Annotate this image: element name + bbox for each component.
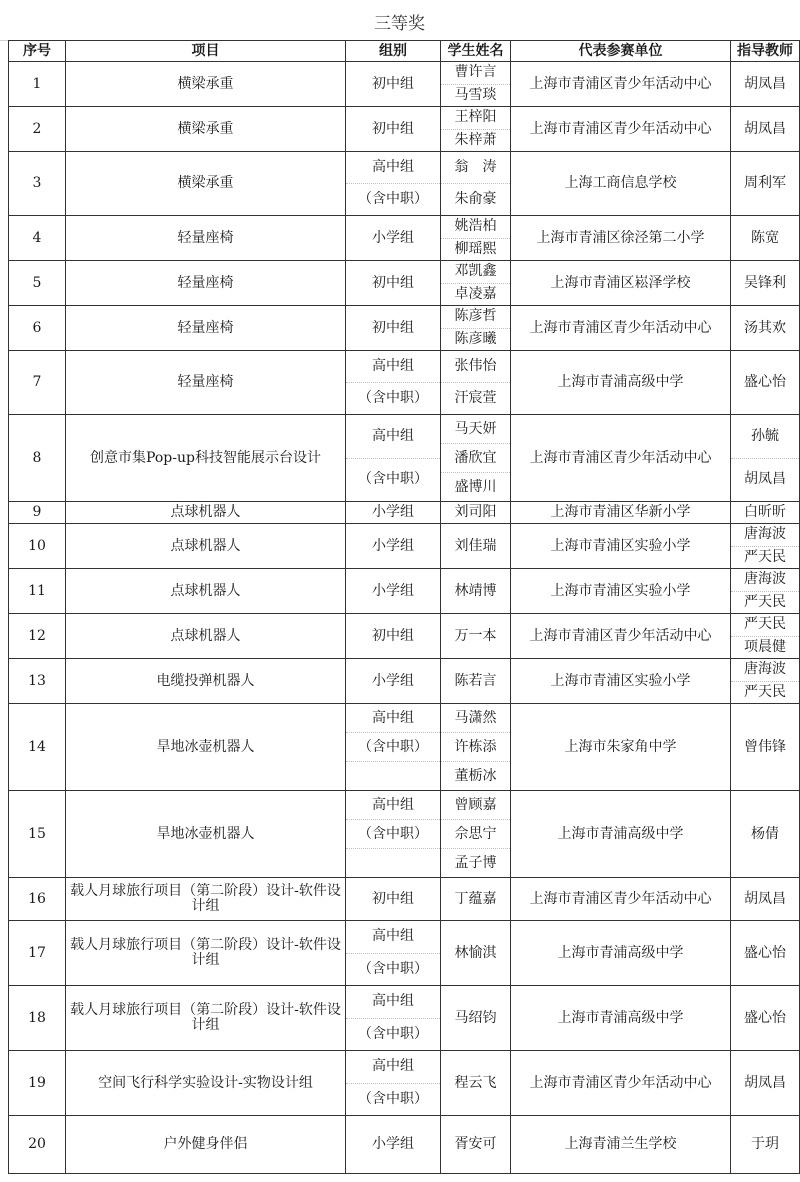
cell-text: 林靖博 (454, 582, 497, 599)
cell-text: 初中组 (372, 627, 414, 644)
cell-teacher (731, 107, 800, 152)
award-table (8, 40, 800, 1174)
cell-project: 点球机器人 (66, 524, 346, 569)
table-row (9, 986, 800, 1051)
cell-no: 6 (9, 306, 66, 351)
cell-group (346, 1051, 441, 1116)
table-row (9, 216, 800, 261)
cell-group (346, 306, 441, 351)
cell-students (441, 351, 511, 415)
cell-group (346, 659, 441, 704)
cell-text: 盛心怡 (744, 944, 786, 961)
cell-project: 轻量座椅 (66, 351, 346, 415)
cell-no: 10 (9, 524, 66, 569)
cell-unit: 上海市青浦区徐泾第二小学 (511, 216, 731, 261)
cell-no: 15 (9, 791, 66, 878)
cell-text: 林愉淇 (454, 944, 497, 961)
cell-unit: 上海市青浦区青少年活动中心 (511, 107, 731, 152)
cell-unit: 上海市青浦区青少年活动中心 (511, 62, 731, 107)
cell-text: 马绍钧 (454, 1009, 497, 1026)
cell-no: 20 (9, 1116, 66, 1174)
table-row (9, 415, 800, 502)
cell-text: 初中组 (372, 890, 414, 907)
cell-project: 轻量座椅 (66, 216, 346, 261)
cell-text: 程云飞 (454, 1074, 497, 1091)
cell-teacher (731, 569, 800, 614)
cell-students (441, 921, 511, 986)
cell-project: 旱地冰壶机器人 (66, 791, 346, 878)
cell-line: 姚浩柏 (454, 218, 497, 235)
cell-no: 17 (9, 921, 66, 986)
cell-group (346, 1116, 441, 1174)
table-row (9, 524, 800, 569)
cell-group (346, 216, 441, 261)
cell-unit: 上海市青浦区崧泽学校 (511, 261, 731, 306)
cell-line: 唐海波 (744, 526, 786, 543)
cell-project: 点球机器人 (66, 569, 346, 614)
cell-unit: 上海市青浦高级中学 (511, 986, 731, 1051)
cell-students (441, 524, 511, 569)
cell-teacher (731, 306, 800, 351)
cell-text: 小学组 (372, 1136, 414, 1152)
cell-students (441, 1051, 511, 1116)
cell-line: 高中组 (372, 427, 414, 444)
table-row (9, 704, 800, 791)
cell-line: 陈彦哲 (454, 308, 497, 325)
cell-text: 小学组 (372, 537, 414, 554)
cell-text: 万一本 (454, 627, 497, 644)
cell-line: 高中组 (372, 796, 414, 813)
cell-group (346, 261, 441, 306)
cell-line: 胡凤昌 (731, 458, 799, 502)
cell-text: 初中组 (372, 274, 414, 291)
cell-project: 载人月球旅行项目（第二阶段）设计-软件设计组 (66, 878, 346, 921)
cell-teacher (731, 152, 800, 216)
cell-line: 项晨健 (731, 636, 799, 659)
cell-no: 7 (9, 351, 66, 415)
cell-text: 初中组 (372, 75, 414, 92)
cell-text: 初中组 (372, 319, 414, 336)
cell-text: 小学组 (372, 672, 414, 689)
cell-teacher (731, 261, 800, 306)
table-row (9, 152, 800, 216)
table-row (9, 351, 800, 415)
cell-line: 董栃冰 (441, 761, 510, 790)
cell-teacher (731, 502, 800, 524)
cell-line: （含中职） (346, 1083, 440, 1116)
cell-group (346, 921, 441, 986)
cell-group (346, 614, 441, 659)
cell-students (441, 614, 511, 659)
table-row (9, 878, 800, 921)
table-row (9, 921, 800, 986)
cell-group (346, 152, 441, 216)
cell-no: 4 (9, 216, 66, 261)
cell-line: 严天民 (731, 591, 799, 614)
col-teacher: 指导教师 (731, 41, 800, 62)
cell-line: 柳瑶熙 (441, 238, 510, 261)
cell-project: 户外健身伴侣 (66, 1116, 346, 1174)
cell-group (346, 415, 441, 502)
cell-students (441, 62, 511, 107)
cell-no: 1 (9, 62, 66, 107)
cell-text: 胡凤昌 (744, 120, 786, 137)
cell-unit: 上海市青浦区青少年活动中心 (511, 614, 731, 659)
cell-text: 杨倩 (751, 825, 779, 842)
cell-text: 陈宽 (751, 229, 779, 246)
cell-project: 点球机器人 (66, 614, 346, 659)
table-row (9, 659, 800, 704)
cell-group (346, 351, 441, 415)
cell-group (346, 704, 441, 791)
cell-students (441, 704, 511, 791)
cell-line: 朱俞豪 (441, 183, 510, 215)
cell-teacher (731, 986, 800, 1051)
cell-text: 初中组 (372, 120, 414, 137)
cell-students (441, 791, 511, 878)
cell-line: 卓凌嘉 (441, 283, 510, 306)
cell-teacher (731, 878, 800, 921)
cell-students (441, 986, 511, 1051)
col-unit: 代表参赛单位 (511, 41, 731, 62)
table-row (9, 261, 800, 306)
cell-line: 张伟怡 (454, 358, 497, 374)
cell-unit: 上海市青浦高级中学 (511, 791, 731, 878)
cell-students (441, 1116, 511, 1174)
cell-text: 小学组 (372, 582, 414, 599)
cell-group (346, 502, 441, 524)
cell-students (441, 261, 511, 306)
cell-unit: 上海市青浦区实验小学 (511, 569, 731, 614)
cell-text: 小学组 (372, 504, 414, 520)
cell-group (346, 107, 441, 152)
cell-text: 汤其欢 (744, 319, 786, 336)
cell-no: 9 (9, 502, 66, 524)
cell-line: 翁 涛 (454, 159, 497, 175)
cell-unit: 上海市青浦区青少年活动中心 (511, 1051, 731, 1116)
cell-line: 陈彦曦 (441, 328, 510, 351)
cell-line: 高中组 (372, 993, 414, 1010)
cell-students (441, 306, 511, 351)
cell-project: 载人月球旅行项目（第二阶段）设计-软件设计组 (66, 986, 346, 1051)
cell-line: 高中组 (372, 1058, 414, 1075)
cell-group (346, 791, 441, 878)
cell-text: 丁蕴嘉 (454, 890, 497, 907)
table-row (9, 62, 800, 107)
col-no: 序号 (9, 41, 66, 62)
cell-text: 陈若言 (454, 672, 497, 689)
col-group: 组别 (346, 41, 441, 62)
cell-text: 白昕昕 (744, 504, 786, 520)
cell-project: 横梁承重 (66, 107, 346, 152)
cell-line: 佘思宁 (441, 819, 510, 848)
cell-project: 电缆投弹机器人 (66, 659, 346, 704)
cell-no: 13 (9, 659, 66, 704)
cell-no: 18 (9, 986, 66, 1051)
cell-text: 胡凤昌 (744, 1074, 786, 1091)
cell-project: 点球机器人 (66, 502, 346, 524)
table-row (9, 107, 800, 152)
col-project: 项目 (66, 41, 346, 62)
cell-students (441, 415, 511, 502)
cell-unit: 上海工商信息学校 (511, 152, 731, 216)
cell-line: 王梓阳 (454, 109, 497, 126)
cell-line: （含中职） (346, 183, 440, 215)
cell-students (441, 107, 511, 152)
cell-no: 5 (9, 261, 66, 306)
cell-group (346, 524, 441, 569)
cell-line: 盛博川 (441, 472, 510, 501)
cell-line: 马天妍 (454, 420, 497, 437)
cell-teacher (731, 791, 800, 878)
cell-teacher (731, 351, 800, 415)
table-row (9, 1051, 800, 1116)
cell-line (346, 761, 440, 790)
cell-line: 潘欣宜 (441, 443, 510, 472)
cell-no: 8 (9, 415, 66, 502)
cell-line: 曹许言 (454, 64, 497, 81)
title-text: 三等奖 (374, 14, 425, 34)
cell-unit: 上海市青浦高级中学 (511, 921, 731, 986)
cell-line: 马潇然 (454, 709, 497, 726)
cell-teacher (731, 921, 800, 986)
cell-teacher (731, 1051, 800, 1116)
cell-line: 唐海波 (744, 571, 786, 588)
cell-line: 高中组 (372, 159, 414, 175)
cell-unit: 上海市青浦区青少年活动中心 (511, 306, 731, 351)
cell-project: 横梁承重 (66, 62, 346, 107)
table-row (9, 791, 800, 878)
cell-line: 马雪琰 (441, 84, 510, 107)
cell-project: 创意市集Pop-up科技智能展示台设计 (66, 415, 346, 502)
cell-no: 3 (9, 152, 66, 216)
cell-no: 12 (9, 614, 66, 659)
cell-line: （含中职） (346, 819, 440, 848)
cell-line: 孙毓 (751, 427, 779, 444)
cell-text: 胥安可 (454, 1136, 497, 1152)
cell-teacher (731, 1116, 800, 1174)
cell-text: 小学组 (372, 229, 414, 246)
cell-line: 高中组 (372, 358, 414, 374)
cell-unit: 上海市青浦区青少年活动中心 (511, 415, 731, 502)
cell-text: 曾伟锋 (744, 738, 786, 755)
cell-line: （含中职） (346, 458, 440, 502)
cell-teacher (731, 704, 800, 791)
cell-students (441, 152, 511, 216)
cell-line: 高中组 (372, 928, 414, 945)
cell-group (346, 62, 441, 107)
cell-line: 曾顾嘉 (454, 796, 497, 813)
cell-text: 刘司阳 (454, 504, 497, 520)
cell-text: 盛心怡 (744, 374, 786, 390)
cell-line: 许栋添 (441, 732, 510, 761)
col-students: 学生姓名 (441, 41, 511, 62)
cell-teacher (731, 216, 800, 261)
cell-unit: 上海市青浦区实验小学 (511, 524, 731, 569)
cell-text: 吴锋利 (744, 274, 786, 291)
cell-no: 2 (9, 107, 66, 152)
cell-group (346, 569, 441, 614)
cell-text: 胡凤昌 (744, 75, 786, 92)
cell-text: 胡凤昌 (744, 890, 786, 907)
cell-line: 邓凯鑫 (454, 263, 497, 280)
cell-line: 孟子博 (441, 848, 510, 877)
cell-unit: 上海市朱家角中学 (511, 704, 731, 791)
cell-project: 轻量座椅 (66, 306, 346, 351)
cell-text: 刘佳瑞 (454, 537, 497, 554)
table-row (9, 614, 800, 659)
cell-line: 严天民 (731, 681, 799, 704)
cell-group (346, 878, 441, 921)
cell-line: 严天民 (744, 616, 786, 633)
cell-no: 11 (9, 569, 66, 614)
cell-students (441, 216, 511, 261)
cell-line: （含中职） (346, 732, 440, 761)
cell-line: （含中职） (346, 382, 440, 414)
table-row (9, 569, 800, 614)
cell-line: 唐海波 (744, 661, 786, 678)
cell-teacher (731, 524, 800, 569)
cell-line: 严天民 (731, 546, 799, 569)
cell-students (441, 659, 511, 704)
cell-line: （含中职） (346, 953, 440, 986)
cell-project: 旱地冰壶机器人 (66, 704, 346, 791)
cell-project: 载人月球旅行项目（第二阶段）设计-软件设计组 (66, 921, 346, 986)
cell-line: 高中组 (372, 709, 414, 726)
table-row (9, 1116, 800, 1174)
cell-project: 轻量座椅 (66, 261, 346, 306)
cell-no: 14 (9, 704, 66, 791)
cell-line: 汗宸萱 (441, 382, 510, 414)
cell-no: 19 (9, 1051, 66, 1116)
table-row (9, 502, 800, 524)
cell-students (441, 878, 511, 921)
cell-group (346, 986, 441, 1051)
cell-unit: 上海市青浦高级中学 (511, 351, 731, 415)
cell-unit: 上海市青浦区实验小学 (511, 659, 731, 704)
cell-teacher (731, 614, 800, 659)
header-row (9, 41, 800, 62)
cell-project: 横梁承重 (66, 152, 346, 216)
cell-text: 于玥 (751, 1136, 779, 1152)
table-row (9, 306, 800, 351)
cell-line: 朱梓萧 (441, 129, 510, 152)
cell-students (441, 569, 511, 614)
cell-line: （含中职） (346, 1018, 440, 1051)
cell-no: 16 (9, 878, 66, 921)
cell-students (441, 502, 511, 524)
cell-teacher (731, 415, 800, 502)
cell-unit: 上海市青浦区华新小学 (511, 502, 731, 524)
cell-line (346, 848, 440, 877)
cell-project: 空间飞行科学实验设计-实物设计组 (66, 1051, 346, 1116)
cell-unit: 上海市青浦区青少年活动中心 (511, 878, 731, 921)
cell-teacher (731, 62, 800, 107)
cell-text: 周利军 (744, 175, 786, 191)
cell-unit: 上海青浦兰生学校 (511, 1116, 731, 1174)
sheet-title (0, 0, 800, 41)
cell-teacher (731, 659, 800, 704)
cell-text: 盛心怡 (744, 1009, 786, 1026)
